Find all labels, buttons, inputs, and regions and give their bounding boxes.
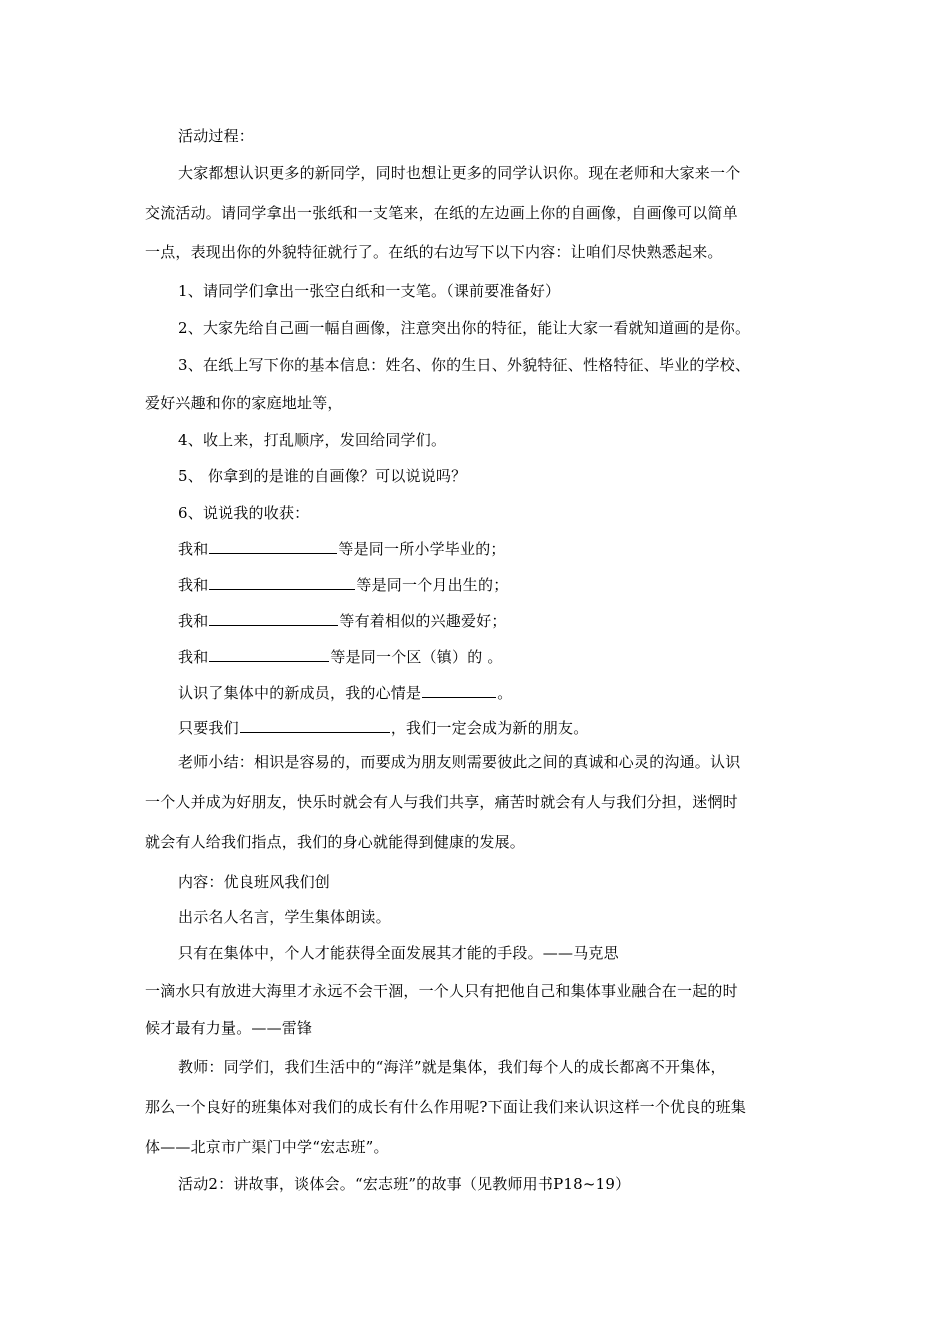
quote-marx: 只有在集体中，个人才能获得全面发展其才能的手段。——马克思 xyxy=(178,944,619,962)
fill-label: 等是同一个月出生的； xyxy=(356,576,509,594)
paragraph-line: 就会有人给我们指点，我们的身心就能得到健康的发展。 xyxy=(145,833,526,851)
fill-in-line-2 xyxy=(178,574,508,595)
fill-label: 等是同一所小学毕业的； xyxy=(338,540,506,558)
step-2: 2、大家先给自己画一幅自画像，注意突出你的特征，能让大家一看就知道画的是你。 xyxy=(178,319,751,337)
fill-in-line-4 xyxy=(178,646,503,667)
fill-in-line-3 xyxy=(178,610,507,631)
activity-2-heading: 活动2：讲故事，谈体会。“宏志班”的故事（见教师用书P18~19） xyxy=(178,1175,631,1193)
fill-label: 我和 xyxy=(178,540,209,558)
fill-in-line-6 xyxy=(178,717,588,738)
fill-in-line-5 xyxy=(178,682,512,703)
quote-leifeng-continued: 候才最有力量。——雷锋 xyxy=(145,1019,313,1037)
fill-label: 。 xyxy=(497,684,513,702)
paragraph-line: 一点，表现出你的外貌特征就行了。在纸的右边写下以下内容：让咱们尽快熟悉起来。 xyxy=(145,243,723,261)
fill-label: 认识了集体中的新成员，我的心情是 xyxy=(178,684,422,702)
fill-label: 我和 xyxy=(178,648,209,666)
blank-field xyxy=(422,682,496,698)
paragraph-line: 出示名人名言，学生集体朗读。 xyxy=(178,908,391,926)
content-heading: 内容：优良班风我们创 xyxy=(178,873,331,891)
paragraph-line: 一个人并成为好朋友，快乐时就会有人与我们共享，痛苦时就会有人与我们分担，迷惘时 xyxy=(145,793,738,811)
fill-label: ，我们一定会成为新的朋友。 xyxy=(390,719,589,737)
teacher-paragraph: 教师：同学们，我们生活中的“海洋”就是集体，我们每个人的成长都离不开集体， xyxy=(178,1058,726,1076)
step-6: 6、说说我的收获： xyxy=(178,504,310,522)
fill-in-line-1 xyxy=(178,538,506,559)
blank-field xyxy=(209,574,355,590)
paragraph-line: 体——北京市广渠门中学“宏志班”。 xyxy=(145,1138,389,1156)
paragraph-line: 大家都想认识更多的新同学，同时也想让更多的同学认识你。现在老师和大家来一个 xyxy=(178,164,741,182)
step-1: 1、请同学们拿出一张空白纸和一支笔。（课前要准备好） xyxy=(178,282,561,300)
fill-label: 等是同一个区（镇）的 。 xyxy=(330,648,503,666)
quote-leifeng: 一滴水只有放进大海里才永远不会干涸，一个人只有把他自己和集体事业融合在一起的时 xyxy=(145,982,738,1000)
fill-label: 只要我们 xyxy=(178,719,239,737)
blank-field xyxy=(209,610,338,626)
teacher-summary: 老师小结：相识是容易的，而要成为朋友则需要彼此之间的真诚和心灵的沟通。认识 xyxy=(178,753,741,771)
step-3: 3、在纸上写下你的基本信息：姓名、你的生日、外貌特征、性格特征、毕业的学校、 xyxy=(178,356,751,374)
paragraph-line: 那么一个良好的班集体对我们的成长有什么作用呢?下面让我们来认识这样一个优良的班集 xyxy=(145,1098,747,1116)
fill-label: 我和 xyxy=(178,612,209,630)
step-5: 5、 你拿到的是谁的自画像？可以说说吗？ xyxy=(178,467,467,485)
fill-label: 等有着相似的兴趣爱好； xyxy=(339,612,507,630)
fill-label: 我和 xyxy=(178,576,209,594)
paragraph-line: 交流活动。请同学拿出一张纸和一支笔来，在纸的左边画上你的自画像，自画像可以简单 xyxy=(145,204,738,222)
step-4: 4、收上来，打乱顺序，发回给同学们。 xyxy=(178,431,447,449)
blank-field xyxy=(209,646,329,662)
blank-field xyxy=(209,538,337,554)
step-3-continued: 爱好兴趣和你的家庭地址等， xyxy=(145,394,343,412)
section-heading-process: 活动过程： xyxy=(178,127,255,145)
blank-field xyxy=(240,717,390,733)
